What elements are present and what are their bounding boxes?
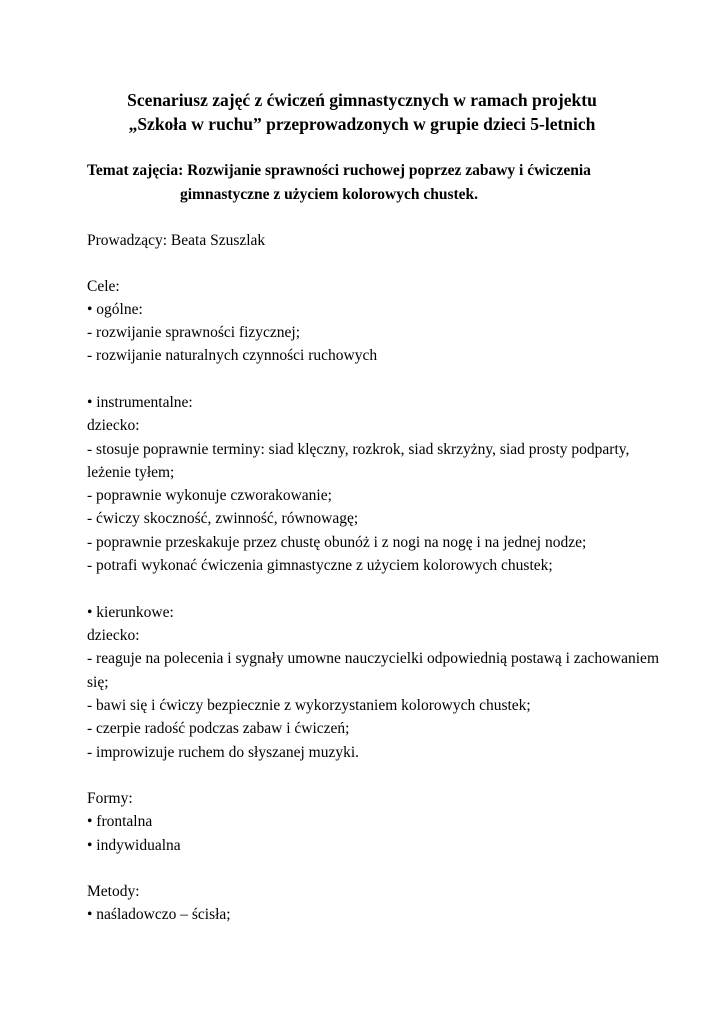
topic-line-2: gimnastyczne z użyciem kolorowych chustek.: [180, 186, 479, 203]
goals-heading: Cele:: [87, 278, 120, 295]
forms-item: • frontalna: [87, 813, 153, 830]
goals-directional-label: • kierunkowe:: [87, 604, 174, 621]
goals-instrumental-item: - poprawnie wykonuje czworakowanie;: [87, 487, 332, 504]
goals-general-item: - rozwijanie sprawności fizycznej;: [87, 324, 301, 341]
document-title-line-2: „Szkoła w ruchu” przeprowadzonych w grupie dzieci 5-letnich: [128, 114, 596, 134]
goals-directional-item: - bawi się i ćwiczy bezpiecznie z wykorzystaniem kolorowych chustek;: [87, 697, 531, 714]
goals-directional-item: - czerpie radość podczas zabaw i ćwiczeń;: [87, 720, 350, 737]
goals-directional-item: - reaguje na polecenia i sygnały umowne nauczycielki odpowiednią postawą i zachowaniem: [87, 650, 659, 667]
goals-instrumental-item: - poprawnie przeskakuje przez chustę obunóż i z nogi na nogę i na jednej nodze;: [87, 534, 587, 551]
goals-instrumental-item: - potrafi wykonać ćwiczenia gimnastyczne z użyciem kolorowych chustek;: [87, 557, 553, 574]
leader-line: Prowadzący: Beata Szuszlak: [87, 232, 266, 249]
goals-instrumental-item: - stosuje poprawnie terminy: siad klęczny, rozkrok, siad skrzyżny, siad prosty podparty,: [87, 441, 630, 458]
forms-item: • indywidualna: [87, 837, 181, 854]
goals-directional-subject: dziecko:: [87, 627, 140, 644]
methods-heading: Metody:: [87, 883, 140, 900]
goals-instrumental-item: - ćwiczy skoczność, zwinność, równowagę;: [87, 510, 359, 527]
goals-directional-item: się;: [87, 674, 109, 691]
goals-instrumental-item: leżenie tyłem;: [87, 464, 175, 481]
goals-instrumental-label: • instrumentalne:: [87, 394, 193, 411]
goals-instrumental-subject: dziecko:: [87, 417, 140, 434]
goals-general-item: - rozwijanie naturalnych czynności ruchowych: [87, 347, 378, 364]
document-title-line-1: Scenariusz zajęć z ćwiczeń gimnastycznych w ramach projektu: [127, 90, 597, 110]
methods-item: • naśladowczo – ścisła;: [87, 906, 231, 923]
goals-directional-item: - improwizuje ruchem do słyszanej muzyki.: [87, 744, 360, 761]
topic-line-1: Temat zajęcia: Rozwijanie sprawności ruchowej poprzez zabawy i ćwiczenia: [87, 162, 591, 179]
goals-general-label: • ogólne:: [87, 301, 143, 318]
forms-heading: Formy:: [87, 790, 133, 807]
